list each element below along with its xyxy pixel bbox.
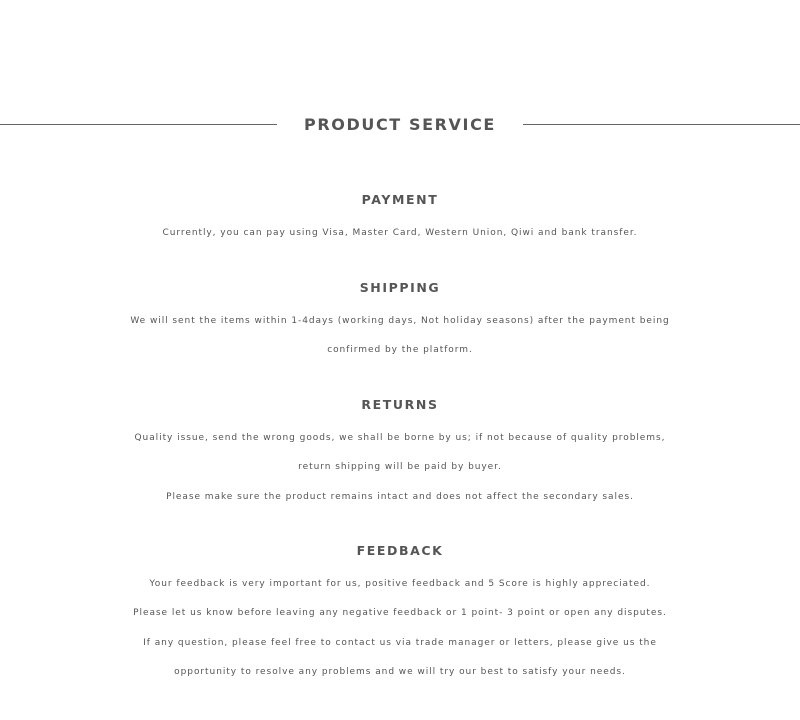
section-text-line: If any question, please feel free to contact us via trade manager or letters, please give us the <box>143 637 657 648</box>
section-title: FEEDBACK <box>356 543 444 558</box>
section-text-line: Please let us know before leaving any negative feedback or 1 point- 3 point or open any disputes. <box>133 608 667 619</box>
section-title: PAYMENT <box>361 192 439 207</box>
section-text-line: opportunity to resolve any problems and we will try our best to satisfy your needs. <box>174 666 626 677</box>
section-title: SHIPPING <box>359 280 441 295</box>
section-text-line: Quality issue, send the wrong goods, we shall be borne by us; if not because of quality problems, <box>134 433 666 443</box>
section-text-line: return shipping will be paid by buyer. <box>298 462 502 473</box>
section-text-line: confirmed by the platform. <box>327 345 473 356</box>
shipping-section <box>0 278 800 366</box>
returns-section <box>0 395 800 512</box>
page-title: PRODUCT SERVICE <box>304 115 496 134</box>
section-text-line: Please make sure the product remains intact and does not affect the secondary sales. <box>166 491 634 502</box>
header-divider-left <box>0 124 277 125</box>
section-title: RETURNS <box>361 397 439 412</box>
section-text-line: We will sent the items within 1-4days (working days, Not holiday seasons) after the payment being <box>130 316 670 326</box>
section-text-line: Currently, you can pay using Visa, Master Card, Western Union, Qiwi and bank transfer. <box>162 228 638 238</box>
feedback-section <box>0 541 800 687</box>
payment-section <box>0 190 800 248</box>
page-header <box>0 112 800 138</box>
section-text-line: Your feedback is very important for us, positive feedback and 5 Score is highly appreciated. <box>149 579 651 589</box>
header-divider-right <box>523 124 800 125</box>
